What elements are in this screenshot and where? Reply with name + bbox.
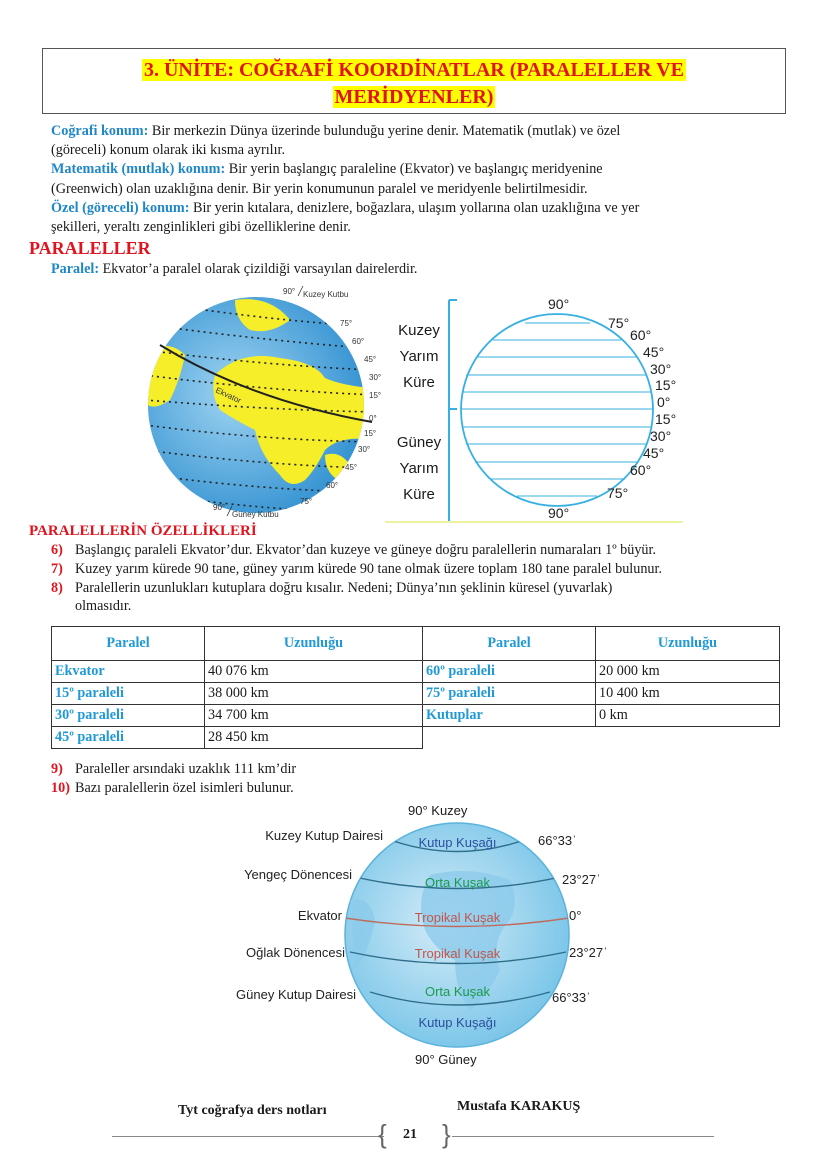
definition-matematik-konum: Matematik (mutlak) konum: Bir yerin başlangıç paraleline (Ekvator) ve başlangıç meridyenine (Greenwich) olan uzaklığına denir. Bir yerin konumunun paralel ve meridyenle belirtilmesidir.	[51, 161, 603, 197]
footer-course-title: Tyt coğrafya ders notları	[178, 1103, 327, 1118]
section-heading-paraleller: PARALELLER	[29, 238, 151, 258]
bracket-left-icon: {	[378, 1119, 387, 1149]
column-header: Uzunluğu	[596, 627, 780, 661]
definition-ozel-konum: Özel (göreceli) konum: Bir yerin kıtalara, denizlere, boğazlara, ulaşım yollarına olan uzaklığına ve yer şekilleri, yeraltı zenginlikleri gibi özelliklerine denir.	[51, 199, 640, 236]
paralel-definition: Paralel: Ekvator’a paralel olarak çizildiği varsayılan dairelerdir.	[51, 261, 418, 277]
svg-text:90°: 90°	[213, 503, 226, 512]
parallel-length-table-left	[51, 626, 423, 749]
term: Coğrafi konum:	[51, 123, 149, 139]
bracket-right-icon: }	[442, 1119, 451, 1149]
northern-hemisphere-label: Kuzey Yarım Küre	[398, 322, 440, 391]
list-item: 9) Paraleller arsındaki uzaklık 111 km’dir	[51, 761, 297, 777]
unit-title-box	[42, 48, 786, 114]
column-header: Uzunluğu	[205, 627, 423, 661]
table-row: 60º paraleli 20 000 km	[423, 661, 780, 683]
svg-text:75°: 75°	[300, 497, 313, 506]
svg-text:60°: 60°	[326, 481, 339, 490]
hemisphere-circle-figure: Kuzey Yarım Küre Güney Yarım Küre 90° 75° 60° 45° 30° 15° 0° 15° 30° 45° 60° 75° 90°	[385, 290, 685, 530]
section-heading-ozellikler: PARALELLERİN ÖZELLİKLERİ	[29, 523, 257, 539]
more-properties-list	[51, 760, 296, 798]
list-item: 10) Bazı paralellerin özel isimleri bulunur.	[51, 779, 294, 796]
table-row: 15º paraleli 38 000 km	[52, 683, 423, 705]
climate-zones-figure: 90° Kuzey 90° Güney Kuzey Kutup Dairesi Yengeç Dönencesi Ekvator Oğlak Dönencesi Güney Kutup Dairesi 66°33ˈ 23°27ˈ 0° 23°27ˈ 66°33ˈ Kutup Kuşağı Orta Kuşak Tropikal Kuşak Tropikal Kuşak Orta Kuşak Kutup Kuşağı	[236, 803, 608, 1067]
page-number: 21	[403, 1127, 417, 1142]
equator-label: Ekvator	[214, 385, 243, 406]
svg-text:15°: 15°	[369, 391, 382, 400]
list-item: 7) Kuzey yarım kürede 90 tane, güney yarım kürede 90 tane olmak üzere toplam 180 tane paralel bulunur.	[51, 560, 662, 577]
list-item: 6) Başlangıç paraleli Ekvator’dur. Ekvator’dan kuzeye ve güneye doğru paralellerin numaraları 1º büyür.	[51, 542, 657, 558]
table-row: 75º paraleli 10 400 km	[423, 683, 780, 705]
properties-list: 6) Başlangıç paraleli Ekvator’dur. Ekvator’dan kuzeye ve güneye doğru paralellerin numaraları 1º büyür. 7) Kuzey yarım kürede 90 tane, güney yarım kürede 90 tane olmak üzere toplam 180 tane paralel bulunur. 8) Paralellerin uzunlukları kutuplara doğru kısalır. Nedeni; Dünya’nın şeklinin küresel (yuvarlak) olmasıdır.	[51, 541, 811, 616]
definition-cografi-konum: Coğrafi konum: Bir merkezin Dünya üzerinde bulunduğu yerine denir. Matematik (mutlak) ve özel (göreceli) konum olarak iki kısma ayrılır.	[51, 123, 621, 159]
svg-text:30°: 30°	[369, 373, 382, 382]
svg-text:45°: 45°	[345, 463, 358, 472]
north-pole-label: Kuzey Kutbu	[303, 290, 349, 299]
svg-text:60°: 60°	[352, 337, 365, 346]
unit-title-line1: 3. ÜNİTE: COĞRAFİ KOORDİNATLAR (PARALELLER VE	[143, 59, 685, 81]
south-pole-label: Güney Kutbu	[232, 510, 279, 519]
column-header: Paralel	[52, 627, 205, 661]
intro-definitions	[51, 122, 791, 237]
footer-rule-left	[112, 1136, 384, 1137]
term: Matematik (mutlak) konum:	[51, 161, 226, 178]
footer-author: Mustafa KARAKUŞ	[457, 1099, 581, 1114]
globe-parallels-figure	[140, 280, 390, 520]
table-row: 30º paraleli 34 700 km	[52, 705, 423, 727]
svg-text:75°: 75°	[340, 319, 353, 328]
unit-title-line2: MERİDYENLER)	[334, 86, 494, 108]
table-row: Kutuplar 0 km	[423, 705, 780, 727]
south-pole-label: 90° Güney	[415, 1052, 477, 1067]
column-header: Paralel	[423, 627, 596, 661]
north-pole-label: 90° Kuzey	[408, 803, 468, 818]
parallel-length-table-right	[422, 626, 780, 727]
svg-text:45°: 45°	[364, 355, 377, 364]
svg-text:15°: 15°	[364, 429, 377, 438]
term: Özel (göreceli) konum:	[51, 199, 190, 216]
table-row: 45º paraleli 28 450 km	[52, 727, 423, 749]
list-item: 8) Paralellerin uzunlukları kutuplara doğru kısalır. Nedeni; Dünya’nın şeklinin küresel (yuvarlak)	[51, 579, 613, 596]
svg-text:30°: 30°	[358, 445, 371, 454]
table-row: Ekvator 40 076 km	[52, 661, 423, 683]
southern-hemisphere-label: Güney Yarım Küre	[396, 434, 442, 503]
svg-text:90°: 90°	[283, 287, 296, 296]
footer-rule-right	[452, 1136, 714, 1137]
svg-text:0°: 0°	[369, 414, 377, 423]
